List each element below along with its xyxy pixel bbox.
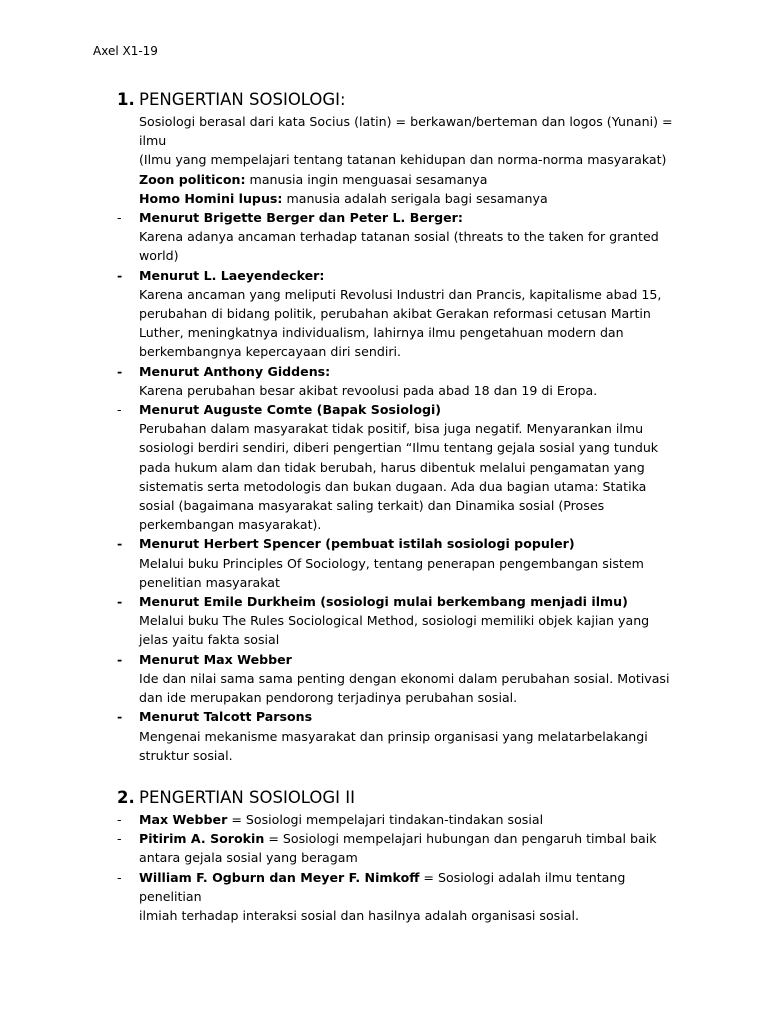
section-title: PENGERTIAN SOSIOLOGI II: [139, 788, 356, 807]
entry-line: Luther, meningkatnya individualism, lahirnya ilmu pengetahuan modern dan: [139, 325, 624, 341]
entry-line: Melalui buku The Rules Sociological Method, sosiologi memiliki objek kajian yang: [139, 613, 650, 629]
entry-line: world): [139, 248, 179, 264]
definition-continuation: antara gejala sosial yang beragam: [139, 850, 358, 866]
entry-line: sistematis serta metodologis dan bukan dugaan. Ada dua bagian utama: Statika: [139, 478, 647, 494]
term-label: Pitirim A. Sorokin: [139, 831, 265, 847]
definition-row: [139, 829, 677, 848]
intro-line: (Ilmu yang mempelajari tentang tatanan kehidupan dan norma-norma masyarakat): [139, 152, 667, 168]
entry-line: pada hukum alam dan tidak berubah, harus dibentuk melalui pengamatan yang: [139, 459, 645, 475]
term-label: Homo Homini lupus:: [139, 190, 283, 206]
bullet-dash: -: [117, 210, 122, 226]
author-header: Axel X1-19: [93, 44, 158, 58]
list-item: [117, 810, 677, 829]
list-item: [117, 362, 677, 400]
entry-line: perkembangan masyarakat).: [139, 517, 322, 533]
entry-title: Menurut Auguste Comte (Bapak Sosiologi): [139, 402, 442, 418]
list-item: [117, 400, 677, 534]
bullet-dash: -: [117, 709, 123, 725]
section-2: [117, 787, 677, 925]
bullet-dash: -: [117, 831, 122, 847]
entry-title: Menurut Anthony Giddens:: [139, 363, 331, 379]
term-label: William F. Ogburn dan Meyer F. Nimkoff: [139, 869, 420, 885]
bullet-dash: -: [117, 363, 123, 379]
entry-line: dan ide merupakan pendorong terjadinya perubahan sosial.: [139, 690, 518, 706]
entry-title: Menurut L. Laeyendecker:: [139, 267, 325, 283]
section-1: [117, 89, 677, 765]
entry-line: Mengenai mekanisme masyarakat dan prinsip organisasi yang melatarbelakangi: [139, 728, 648, 744]
list-item: [117, 829, 677, 867]
section-number: 1.: [117, 90, 135, 109]
entry-line: berkembangnya kepercayaan diri sendiri.: [139, 344, 402, 360]
bullet-dash: -: [117, 402, 122, 418]
entry-line: sosial (bagaimana masyarakat saling terkait) dan Dinamika sosial (Proses: [139, 498, 605, 514]
term-label: Max Webber: [139, 812, 228, 827]
entry-title: Menurut Brigette Berger dan Peter L. Berger:: [139, 210, 463, 226]
section-title: PENGERTIAN SOSIOLOGI:: [139, 90, 346, 109]
entry-line: Karena adanya ancaman terhadap tatanan sosial (threats to the taken for granted: [139, 229, 659, 245]
definition-continuation: ilmiah terhadap interaksi sosial dan hasilnya adalah organisasi sosial.: [139, 908, 579, 924]
entry-line: struktur sosial.: [139, 747, 233, 763]
list-item: [117, 592, 677, 650]
list-item: [117, 650, 677, 708]
list-item: [117, 266, 677, 362]
bullet-dash: -: [117, 536, 123, 552]
entry-title: Menurut Herbert Spencer (pembuat istilah sosiologi populer): [139, 536, 575, 552]
entry-line: perubahan di bidang politik, perubahan akibat Gerakan reformasi cetusan Martin: [139, 306, 651, 322]
section-1-heading: [117, 89, 677, 111]
list-item: [117, 707, 677, 765]
intro-line: ilmu: [139, 133, 167, 149]
bullet-dash: -: [117, 869, 122, 885]
definition-row: [139, 810, 677, 829]
bullet-dash: -: [117, 267, 123, 283]
term-definition: = Sosiologi mempelajari hubungan dan pengaruh timbal baik: [264, 831, 657, 847]
section-2-body: [117, 810, 677, 925]
term-definition: = Sosiologi mempelajari tindakan-tindakan sosial: [227, 812, 544, 827]
bullet-dash: -: [117, 651, 123, 667]
term-definition: manusia ingin menguasai sesamanya: [245, 171, 488, 187]
bullet-dash: -: [117, 594, 123, 610]
term-row: [117, 170, 677, 189]
list-item: [117, 208, 677, 266]
term-row: [117, 189, 677, 208]
entry-line: Ide dan nilai sama sama penting dengan ekonomi dalam perubahan sosial. Motivasi: [139, 670, 670, 686]
section-2-heading: [117, 787, 677, 809]
section-number: 2.: [117, 788, 135, 807]
entry-line: penelitian masyarakat: [139, 574, 280, 590]
bullet-dash: -: [117, 812, 122, 827]
entry-line: Perubahan dalam masyarakat tidak positif, bisa juga negatif. Menyarankan ilmu: [139, 421, 644, 437]
entry-title: Menurut Max Webber: [139, 651, 292, 667]
term-definition: = Sosiologi adalah ilmu tentang penelitian: [139, 869, 626, 904]
list-item: [117, 534, 677, 592]
term-definition: manusia adalah serigala bagi sesamanya: [282, 190, 548, 206]
section-1-body: [117, 112, 677, 765]
entry-title: Menurut Talcott Parsons: [139, 709, 313, 725]
entry-line: Karena perubahan besar akibat revoolusi pada abad 18 dan 19 di Eropa.: [139, 382, 598, 398]
entry-line: jelas yaitu fakta sosial: [139, 632, 280, 648]
term-label: Zoon politicon:: [139, 171, 246, 187]
entry-line: sosiologi berdiri sendiri, diberi pengertian “Ilmu tentang gejala sosial yang tunduk: [139, 440, 659, 456]
intro-line: Sosiologi berasal dari kata Socius (latin) = berkawan/berteman dan logos (Yunani) =: [139, 114, 673, 129]
entry-title: Menurut Emile Durkheim (sosiologi mulai berkembang menjadi ilmu): [139, 594, 628, 610]
entry-line: Karena ancaman yang meliputi Revolusi Industri dan Prancis, kapitalisme abad 15,: [139, 286, 662, 302]
definition-row: [139, 868, 677, 906]
entry-line: Melalui buku Principles Of Sociology, tentang penerapan pengembangan sistem: [139, 555, 644, 571]
list-item: [117, 868, 677, 926]
